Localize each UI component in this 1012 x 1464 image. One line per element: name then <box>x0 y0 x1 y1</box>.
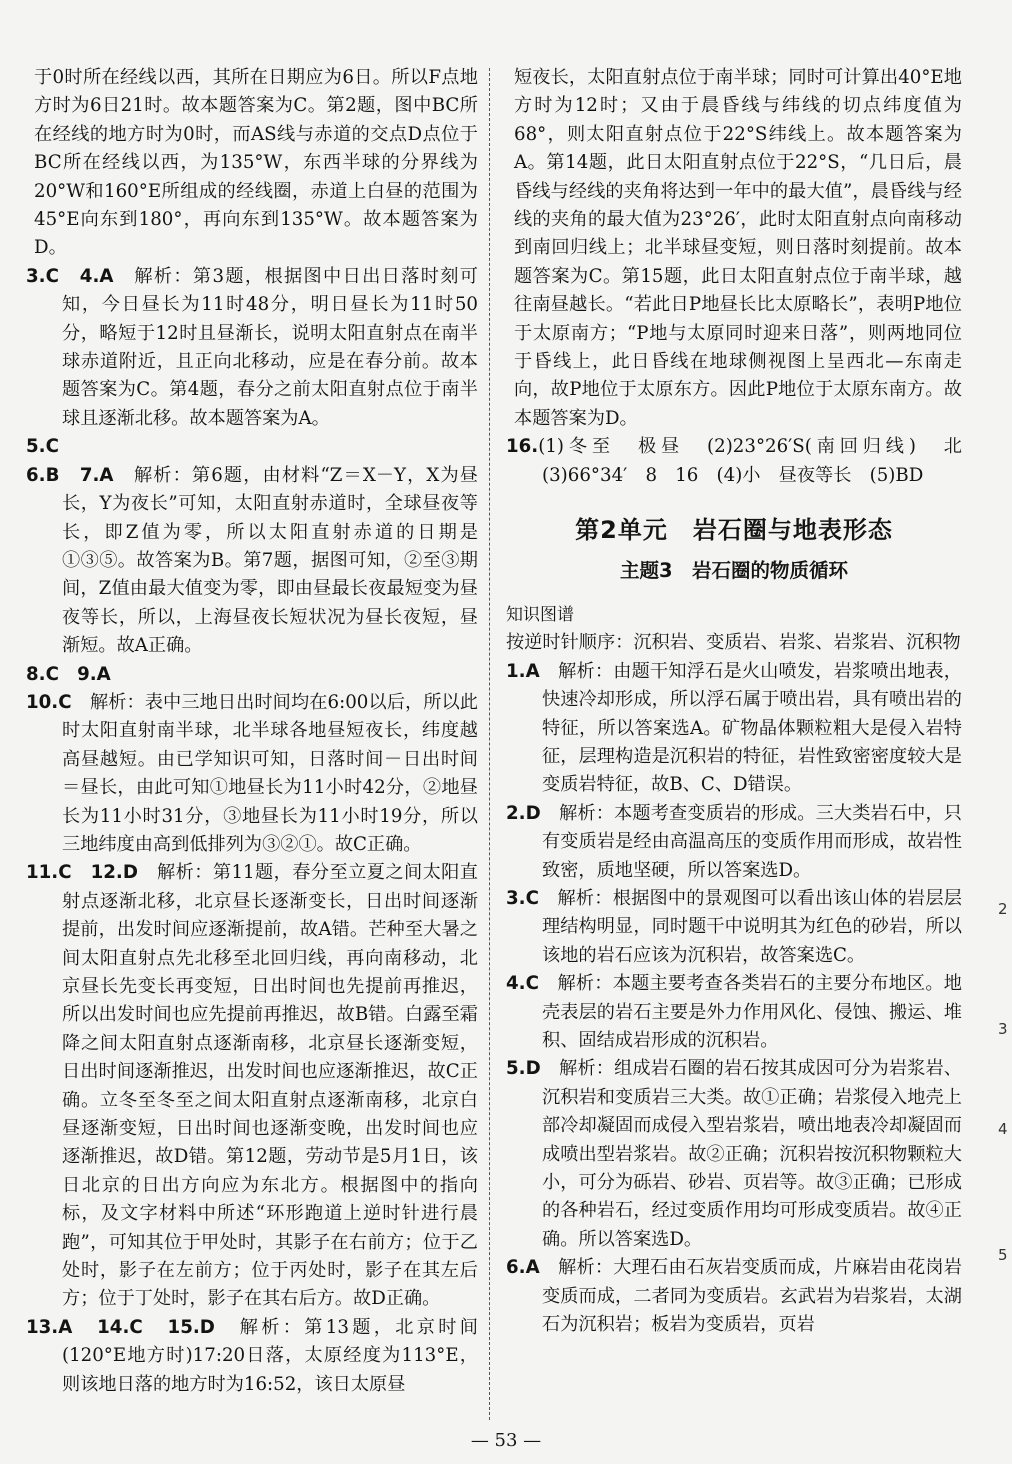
unit-title: 第2单元 岩石圈与地表形态 <box>575 516 893 545</box>
edge-mark: 2 <box>998 900 1008 918</box>
answer-item: 16.(1)冬至 极昼 (2)23°26′S(南回归线) 北 (3)66°34′ 8 16 (4)小 昼夜等长 (5)BD <box>506 436 981 486</box>
answer-item: 6.A 解析：大理石由石灰岩变质而成，片麻岩由花岗岩变质而成，二者同为变质岩。玄武岩为岩浆岩，太湖石为沉积岩；板岩为变质岩，页岩 <box>506 1257 962 1336</box>
edge-mark: 4 <box>998 1120 1008 1138</box>
answer-item: 6.B 7.A 解析：第6题，由材料“Z＝X－Y，X为昼长，Y为夜长”可知，太阳直射赤道时，全球昼夜等长，即Z值为零，所以太阳直射赤道的日期是①③⑤。故答案为B。第7题，据图可知，②至③期间，Z值由最大值变为零，即由昼最长夜最短变为昼夜等长，所以，上海昼夜长短状况为昼长夜短，昼渐短。故A正确。 <box>26 464 478 657</box>
answer-item: 10.C 解析：表中三地日出时间均在6:00以后，所以此时太阳直射南半球，北半球各地昼短夜长，纬度越高昼越短。由已学知识可知，日落时间－日出时间＝昼长，由此可知①地昼长为11小时42分，②地昼长为11小时31分，③地昼长为11小时19分，所以三地纬度由高到低排列为③②①。故C正确。 <box>26 691 478 855</box>
answer-item: 1.A 解析：由题干知浮石是火山喷发，岩浆喷出地表，快速冷却形成，所以浮石属于喷出岩，具有喷出岩的特征，所以答案选A。矿物晶体颗粒粗大是侵入岩特征，层理构造是沉积岩的特征，岩性致密密度较大是变质岩特征，故B、C、D错误。 <box>506 660 962 796</box>
answer-item: 3.C 4.A 解析：第3题，根据图中日出日落时刻可知，今日昼长为11时48分，明日昼长为11时50分，略短于12时且昼渐长，说明太阳直射点在南半球赤道附近，且正向北移动，应是在春分前。故本题答案为C。第4题，春分之前太阳直射点位于南半球且逐渐北移。故本题答案为A。 <box>26 265 478 429</box>
answer-item: 4.C 解析：本题主要考查各类岩石的主要分布地区。地壳表层的岩石主要是外力作用风化、侵蚀、搬运、堆积、固结成岩形成的沉积岩。 <box>506 973 962 1051</box>
answer-continuation: 于0时所在经线以西，其所在日期应为6日。所以F点地方时为6日21时。故本题答案为C。第2题，图中BC所在经线的地方时为0时，而AS线与赤道的交点D点位于BC所在经线以西，为135°W，东西半球的分界线为20°W和160°E所组成的经线圈，赤道上白昼的范围为45°E向东到180°，再向东到135°W。故本题答案为D。 <box>34 67 478 259</box>
column-divider <box>489 68 490 1420</box>
answer-item: 11.C 12.D 解析：第11题，春分至立夏之间太阳直射点逐渐北移，北京昼长逐渐变长，日出时间逐渐提前，出发时间应逐渐提前，故A错。芒种至大暑之间太阳直射点先北移至北回归线，再向南移动，北京昼长先变长再变短，日出时间也先提前再推迟，所以出发时间也应先提前再推迟，故B错。白露至霜降之间太阳直射点逐渐南移，北京昼长逐渐变短，日出时间逐渐推迟，出发时间也应逐渐推迟，故C正确。立冬至冬至之间太阳直射点逐渐南移，北京白昼逐渐变短，日出时间也逐渐变晚，出发时间也应逐渐推迟，故D错。第12题，劳动节是5月1日，该日北京的日出方向应为东北方。根据图中的指向标，及文字材料中所述“环形跑道上逆时针进行晨跑”，可知其位于甲处时，其影子在右前方；位于乙处时，影子在左前方；位于丙处时，影子在其左后方；位于丁处时，影子在其右后方。故D正确。 <box>26 862 478 1310</box>
knowledge-map-label: 知识图谱 <box>506 604 574 625</box>
answer-continuation: 短夜长，太阳直射点位于南半球；同时可计算出40°E地方时为12时；又由于晨昏线与纬线的切点纬度值为68°，则太阳直射点位于22°S纬线上。故本题答案为A。第14题，此日太阳直射点位于22°S，“几日后，晨昏线与经线的夹角将达到一年中的最大值”，晨昏线与经线的夹角的最大值为23°26′，此时太阳直射点向南移动到南回归线上；北半球昼变短，则日落时刻提前。故本题答案为C。第15题，此日太阳直射点位于南半球，越往南昼越长。“若此日P地昼长比太原略长”，表明P地位于太原南方；“P地与太原同时迎来日落”，则两地同位于昏线上，此日昏线在地球侧视图上呈西北—东南走向，故P地位于太原东方。因此P地位于太原东南方。故本题答案为D。 <box>514 67 962 429</box>
answer-item: 2.D 解析：本题考查变质岩的形成。三大类岩石中，只有变质岩是经由高温高压的变质作用而形成，故岩性致密，质地坚硬，所以答案选D。 <box>506 802 962 881</box>
topic-title: 主题3 岩石圈的物质循环 <box>619 558 849 582</box>
right-column <box>506 64 981 1339</box>
left-column <box>26 64 478 1399</box>
page-number: — 53 — <box>470 1430 542 1451</box>
answer-item: 5.C <box>26 436 59 458</box>
edge-mark: 5 <box>998 1246 1008 1264</box>
edge-mark: 3 <box>998 1020 1008 1038</box>
knowledge-map-text: 按逆时针顺序：沉积岩、变质岩、岩浆、岩浆岩、沉积物 <box>506 632 961 654</box>
answer-item: 8.C 9.A <box>26 663 111 685</box>
answer-item: 13.A 14.C 15.D 解析：第13题，北京时间(120°E地方时)17:20日落，太原经度为113°E，则该地日落的地方时为16:52，该日太原昼 <box>26 1316 478 1395</box>
answer-item: 5.D 解析：组成岩石圈的岩石按其成因可分为岩浆岩、沉积岩和变质岩三大类。故①正确；岩浆侵入地壳上部冷却凝固而成侵入型岩浆岩，喷出地表冷却凝固而成喷出型岩浆岩。故②正确；沉积岩按沉积物颗粒大小，可分为砾岩、砂岩、页岩等。故③正确；已形成的各种岩石，经过变质作用均可形成变质岩。故④正确。所以答案选D。 <box>506 1058 962 1250</box>
answer-item: 3.C 解析：根据图中的景观图可以看出该山体的岩层层理结构明显，同时题干中说明其为红色的砂岩，所以该地的岩石应该为沉积岩，故答案选C。 <box>506 887 962 966</box>
